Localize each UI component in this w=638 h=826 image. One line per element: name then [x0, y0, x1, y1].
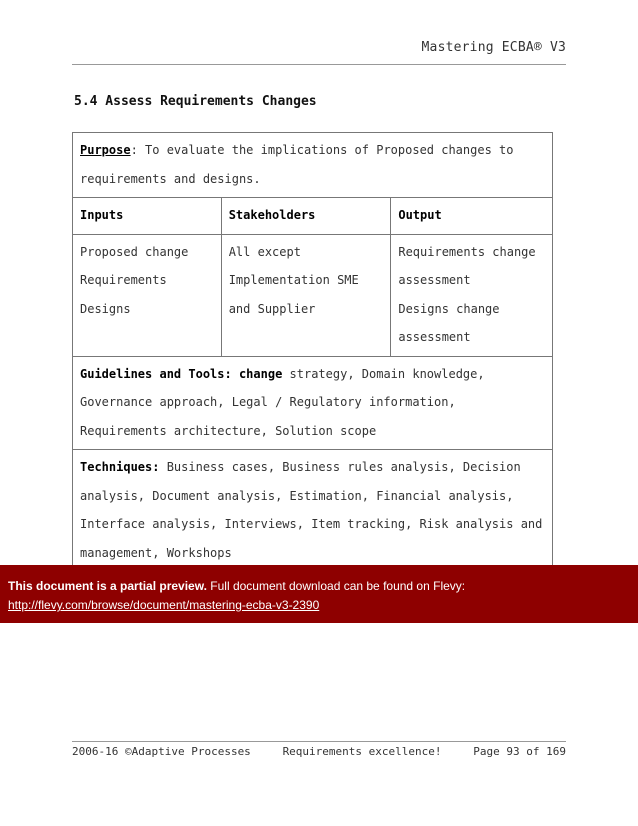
preview-notice-bold: This document is a partial preview.: [8, 579, 207, 593]
techniques-row: [73, 450, 553, 572]
output-header: Output: [391, 198, 553, 235]
page-footer: [72, 745, 566, 758]
preview-banner: [0, 565, 638, 623]
stakeholder-line: and Supplier: [228, 301, 316, 316]
output-line: Requirements change: [398, 244, 536, 259]
purpose-cell: [73, 133, 553, 198]
footer-page-number: Page 93 of 169: [473, 745, 566, 758]
guidelines-label: Guidelines and Tools: change: [80, 366, 283, 381]
input-item: Requirements: [80, 273, 167, 287]
purpose-row: [73, 133, 553, 198]
input-item: Proposed change: [80, 244, 189, 259]
input-item: Designs: [80, 301, 131, 316]
guidelines-cell: [73, 356, 553, 450]
footer-divider: [72, 741, 566, 742]
preview-notice-text: Full document download can be found on Flevy:: [206, 579, 466, 593]
section-heading: 5.4 Assess Requirements Changes: [74, 94, 317, 109]
purpose-text: : To evaluate the implications of Proposed changes to requirements and designs.: [80, 143, 514, 186]
output-line: Designs change: [398, 301, 500, 316]
stakeholders-header: Stakeholders: [221, 198, 391, 235]
inputs-header: Inputs: [73, 198, 222, 235]
requirements-table: [72, 132, 553, 572]
document-header-title: Mastering ECBA® V3: [421, 40, 566, 55]
stakeholders-cell: [221, 234, 391, 356]
output-line: assessment: [398, 330, 471, 344]
footer-tagline: Requirements excellence!: [282, 745, 442, 758]
output-line: assessment: [398, 273, 471, 287]
footer-copyright: 2006-16 ©Adaptive Processes: [72, 745, 251, 758]
guidelines-row: [73, 356, 553, 450]
purpose-label: Purpose: [80, 143, 131, 157]
stakeholder-line: Implementation SME: [228, 273, 359, 287]
techniques-label: Techniques:: [80, 460, 160, 474]
header-divider: [72, 64, 566, 65]
output-cell: [391, 234, 553, 356]
stakeholder-line: All except: [228, 244, 301, 259]
techniques-cell: [73, 450, 553, 572]
inputs-cell: [73, 234, 222, 356]
download-link[interactable]: http://flevy.com/browse/document/mastering-ecba-v3-2390: [8, 598, 320, 612]
guidelines-text: strategy, Domain knowledge, Governance approach, Legal / Regulatory information, Requirements architecture, Solution scope: [80, 366, 485, 438]
content-row: [73, 234, 553, 356]
column-header-row: [73, 198, 553, 235]
techniques-text: Business cases, Business rules analysis, Decision analysis, Document analysis, Estimation, Financial analysis, Interface analysis, Interviews, Item tracking, Risk analysis and management, Workshops: [80, 460, 543, 560]
